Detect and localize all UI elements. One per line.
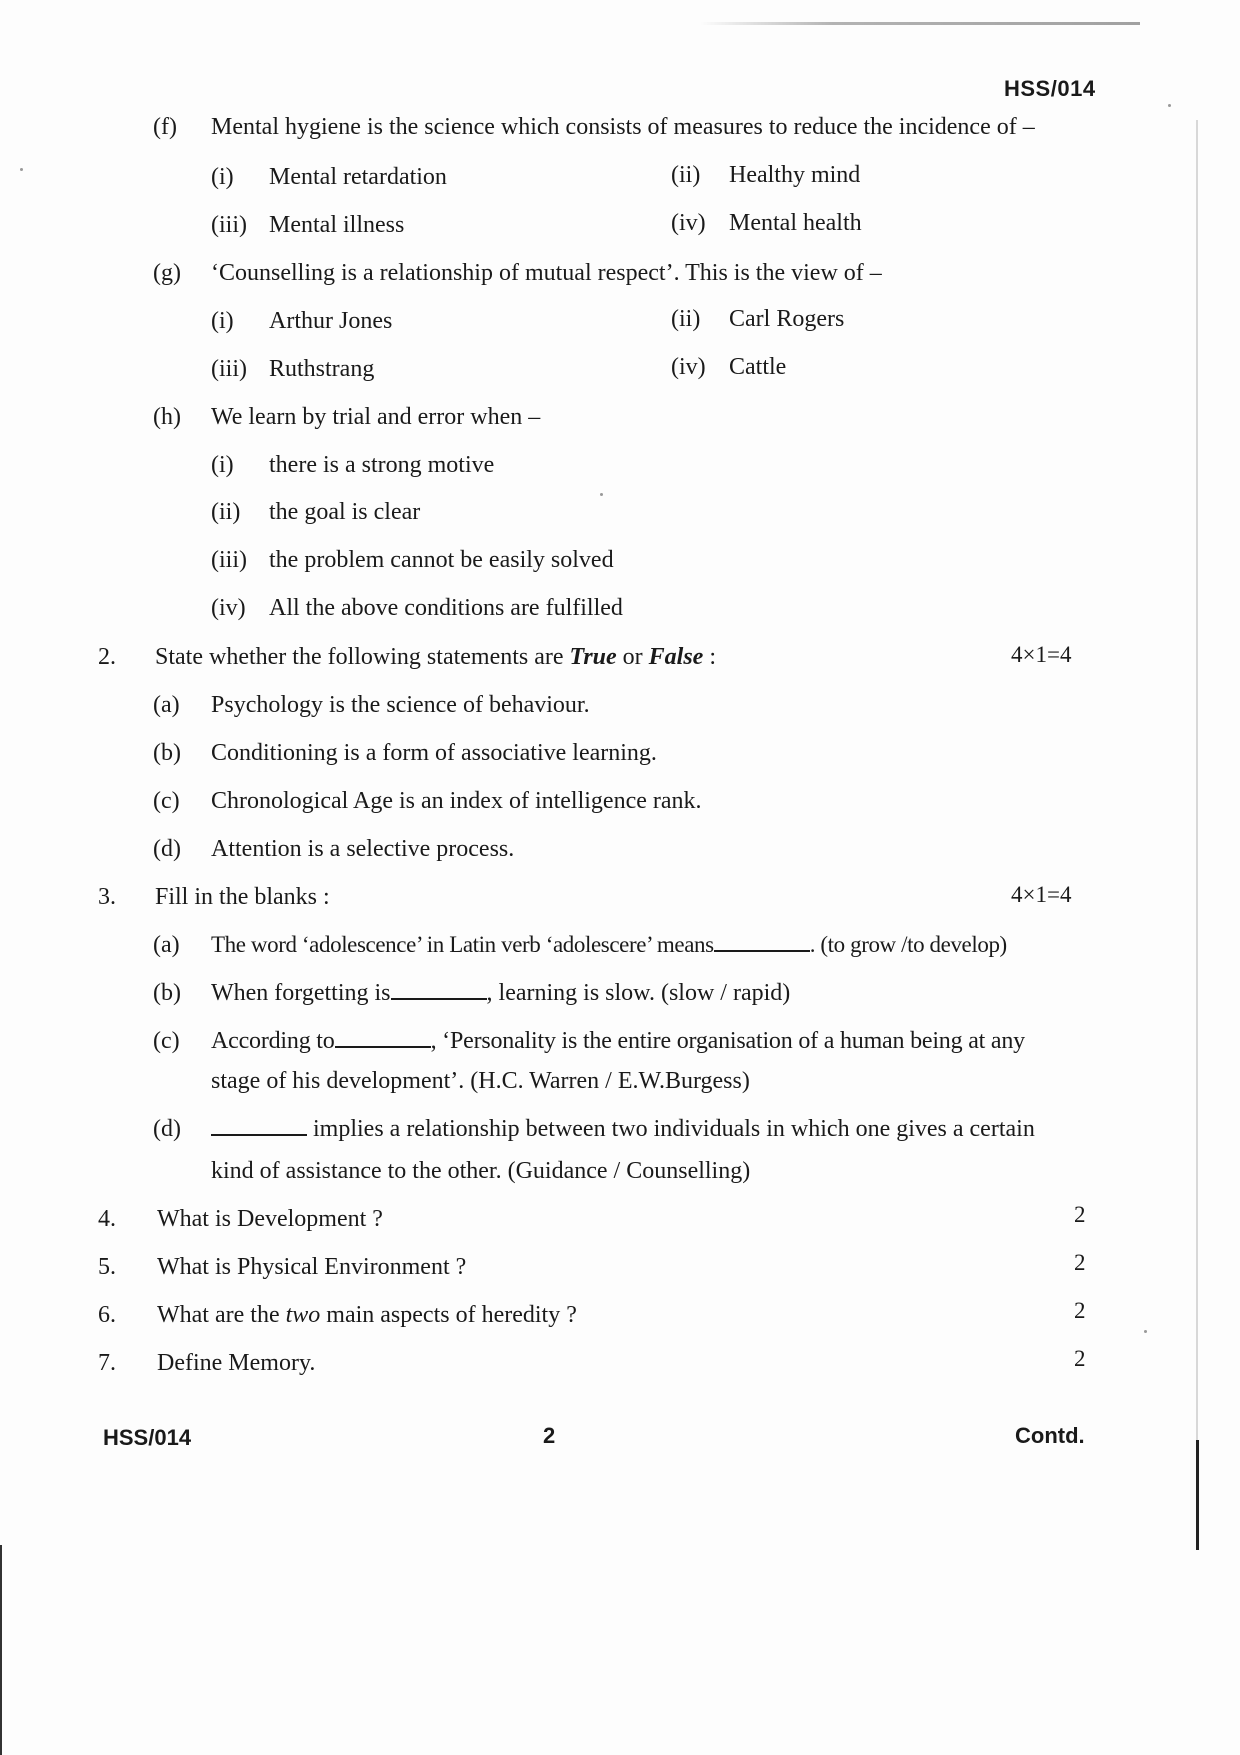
q1f-opt4-num: (iv) xyxy=(671,210,706,236)
footer-paper-code: HSS/014 xyxy=(103,1425,192,1450)
q2-text: State whether the following statements are True or False : xyxy=(155,644,716,670)
q3-number: 3. xyxy=(98,884,116,910)
q3a-number: (a) xyxy=(153,932,180,958)
q3c-text-line2: stage of his development’. (H.C. Warren / E.W.Burgess) xyxy=(211,1068,750,1094)
q3d-text: implies a relationship between two individuals in which one gives a certain xyxy=(211,1114,1035,1144)
q4-number: 4. xyxy=(98,1206,116,1232)
q5-marks: 2 xyxy=(1074,1250,1086,1275)
q1h-opt3-text: the problem cannot be easily solved xyxy=(269,547,614,573)
q1h-opt2-text: the goal is clear xyxy=(269,499,421,525)
q1h-opt4-text: All the above conditions are fulfilled xyxy=(269,595,623,621)
q3c-text: According to , ‘Personality is the entire organisation of a human being at any xyxy=(211,1028,1025,1054)
q2-false-word: False xyxy=(648,644,704,670)
q7-text: Define Memory. xyxy=(157,1350,316,1376)
q1h-text: We learn by trial and error when – xyxy=(211,404,541,430)
scan-speck xyxy=(20,168,23,171)
page-edge-shadow xyxy=(1196,1440,1199,1550)
q2a-text: Psychology is the science of behaviour. xyxy=(211,692,590,718)
header-paper-code: HSS/014 xyxy=(1004,76,1096,101)
q1g-opt2-text: Carl Rogers xyxy=(729,306,845,332)
q4-marks: 2 xyxy=(1074,1202,1086,1227)
q2-true-word: True xyxy=(569,644,617,670)
q2d-text: Attention is a selective process. xyxy=(211,836,515,862)
q2c-text: Chronological Age is an index of intelligence rank. xyxy=(211,788,702,814)
q1g-opt1-num: (i) xyxy=(211,308,234,334)
q1f-opt2-text: Healthy mind xyxy=(729,162,861,188)
q3b-number: (b) xyxy=(153,980,181,1006)
footer-page-number: 2 xyxy=(543,1423,556,1448)
q1g-opt4-num: (iv) xyxy=(671,354,706,380)
q1h-number: (h) xyxy=(153,404,181,430)
q3b-text: When forgetting is , learning is slow. (slow / rapid) xyxy=(211,980,791,1006)
scan-artifact xyxy=(700,22,1140,25)
q3d-number: (d) xyxy=(153,1116,181,1142)
q1h-opt1-num: (i) xyxy=(211,452,234,478)
scan-speck xyxy=(600,493,603,496)
q1f-opt2-num: (ii) xyxy=(671,162,701,188)
q3-text: Fill in the blanks : xyxy=(155,884,330,910)
scan-speck xyxy=(1168,104,1171,107)
q1f-number: (f) xyxy=(153,114,177,140)
q3d-text-line2: kind of assistance to the other. (Guidance / Counselling) xyxy=(211,1158,751,1184)
q2a-number: (a) xyxy=(153,692,180,718)
q1f-opt1-num: (i) xyxy=(211,164,234,190)
page-edge-left xyxy=(0,1545,2,1755)
q3-marks: 4×1=4 xyxy=(1011,882,1072,907)
q1h-opt4-num: (iv) xyxy=(211,595,246,621)
q1f-opt3-num: (iii) xyxy=(211,212,247,238)
q1f-opt4-text: Mental health xyxy=(729,210,862,236)
q1g-number: (g) xyxy=(153,260,181,286)
q1f-opt1-text: Mental retardation xyxy=(269,164,447,190)
q2-marks: 4×1=4 xyxy=(1011,642,1072,667)
q5-number: 5. xyxy=(98,1254,116,1280)
q3b-blank xyxy=(391,982,487,1000)
q2-number: 2. xyxy=(98,644,116,670)
q7-marks: 2 xyxy=(1074,1346,1086,1371)
q3c-number: (c) xyxy=(153,1028,180,1054)
q1h-opt2-num: (ii) xyxy=(211,499,241,525)
q4-text: What is Development ? xyxy=(157,1206,383,1232)
q6-marks: 2 xyxy=(1074,1298,1086,1323)
q1f-text: Mental hygiene is the science which consists of measures to reduce the incidence of – xyxy=(211,114,1035,140)
q3d-blank xyxy=(211,1118,307,1136)
q2c-number: (c) xyxy=(153,788,180,814)
q6-number: 6. xyxy=(98,1302,116,1328)
q2b-number: (b) xyxy=(153,740,181,766)
page-edge xyxy=(1196,120,1198,1540)
q1f-opt3-text: Mental illness xyxy=(269,212,405,238)
scan-speck xyxy=(1144,1330,1147,1333)
q1g-opt2-num: (ii) xyxy=(671,306,701,332)
footer-contd: Contd. xyxy=(1015,1423,1085,1448)
q1g-opt3-text: Ruthstrang xyxy=(269,356,375,382)
q7-number: 7. xyxy=(98,1350,116,1376)
q1g-opt3-num: (iii) xyxy=(211,356,247,382)
q6-emphasis: two xyxy=(285,1302,321,1328)
q1g-opt4-text: Cattle xyxy=(729,354,787,380)
q3a-text: The word ‘adolescence’ in Latin verb ‘adolescere’ means . (to grow /to develop) xyxy=(211,932,1007,957)
q1h-opt1-text: there is a strong motive xyxy=(269,452,495,478)
q3c-blank xyxy=(335,1030,431,1048)
q2d-number: (d) xyxy=(153,836,181,862)
q1g-opt1-text: Arthur Jones xyxy=(269,308,393,334)
q6-text: What are the two main aspects of heredity ? xyxy=(157,1302,577,1328)
q1h-opt3-num: (iii) xyxy=(211,547,247,573)
q2b-text: Conditioning is a form of associative learning. xyxy=(211,740,657,766)
q1g-text: ‘Counselling is a relationship of mutual respect’. This is the view of – xyxy=(211,260,882,286)
q5-text: What is Physical Environment ? xyxy=(157,1254,467,1280)
q3a-blank xyxy=(714,934,810,952)
